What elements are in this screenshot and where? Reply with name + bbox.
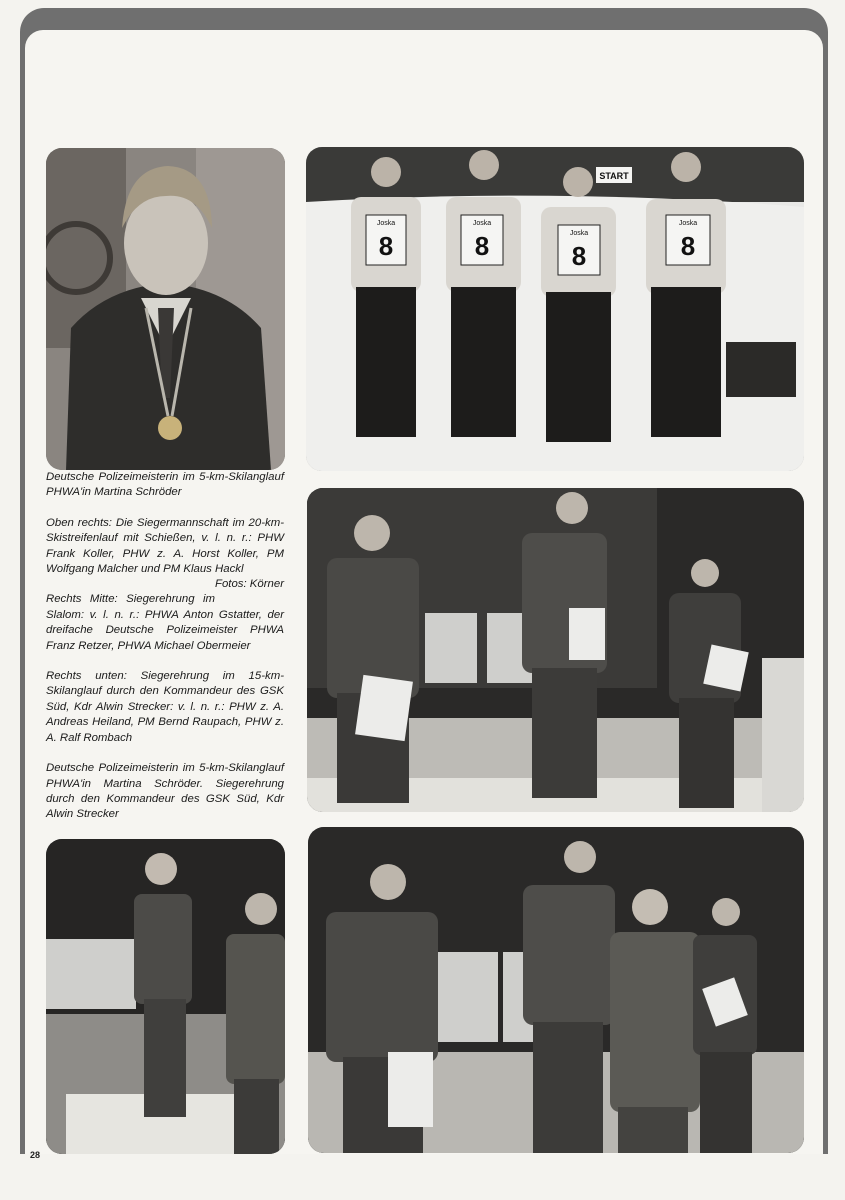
caption-slalom-middle-right: Rechts Mitte: Siegerehrung im Slalom: v. l. n. r.: PHWA Anton Gstatter, der dreifache Deutsche Polizeimeister PHWA Franz Retzer, PHWA Michael Obermeier (46, 593, 284, 652)
photo-portrait-martina-schroeder (46, 148, 285, 470)
caption-podium-bottom-left: Deutsche Polizeimeisterin im 5-km-Skilanglauf PHWA'in Martina Schröder. Siegerehrung durch den Kommandeur des GSK Süd, Kdr Alwin Strecker (46, 762, 284, 821)
caption-team-top-right (46, 516, 284, 591)
bib-sponsor: Joska (678, 220, 698, 227)
caption-portrait: Deutsche Polizeimeisterin im 5-km-Skilanglauf PHWA'in Martina Schröder (46, 471, 284, 499)
bib-number: 8 (680, 231, 696, 261)
bib-number: 8 (474, 231, 490, 261)
skier-1 (351, 157, 421, 437)
bib-number: 8 (378, 231, 394, 261)
bib-number: 8 (571, 241, 587, 271)
photo-ski-team-winners (306, 147, 804, 471)
person-right (693, 898, 757, 1153)
photo-slalom-ceremony (307, 488, 804, 812)
bib-sponsor: Joska (472, 220, 492, 227)
bib-sponsor: Joska (376, 220, 396, 227)
start-sign-text: START (599, 171, 629, 181)
bib-sponsor: Joska (569, 230, 589, 237)
skier-3 (541, 167, 616, 442)
photo-credit: Fotos: Körner (214, 578, 284, 591)
caption-15km-bottom-right: Rechts unten: Siegerehrung im 15-km-Skilanglauf durch den Kommandeur des GSK Süd, Kdr Alwin Strecker: v. l. n. r.: PHW z. A. Andreas Heiland, PM Bernd Raupach, PHW z. A. Ralf Rombach (46, 670, 284, 744)
photo-15km-ceremony (308, 827, 804, 1153)
person-left (327, 515, 419, 803)
person-center (523, 841, 615, 1153)
page-number: 28 (30, 1150, 41, 1160)
person-center (522, 492, 607, 798)
photo-podium-martina-schroeder (46, 839, 285, 1154)
caption-column (46, 470, 284, 838)
caption-team-text: Oben rechts: Die Siegermannschaft im 20-km-Skistreifenlauf mit Schießen, v. l. n. r.: PHW Frank Koller, PHW z. A. Horst Koller, PM Wolfgang Malcher und PM Klaus Hackl (46, 516, 284, 576)
